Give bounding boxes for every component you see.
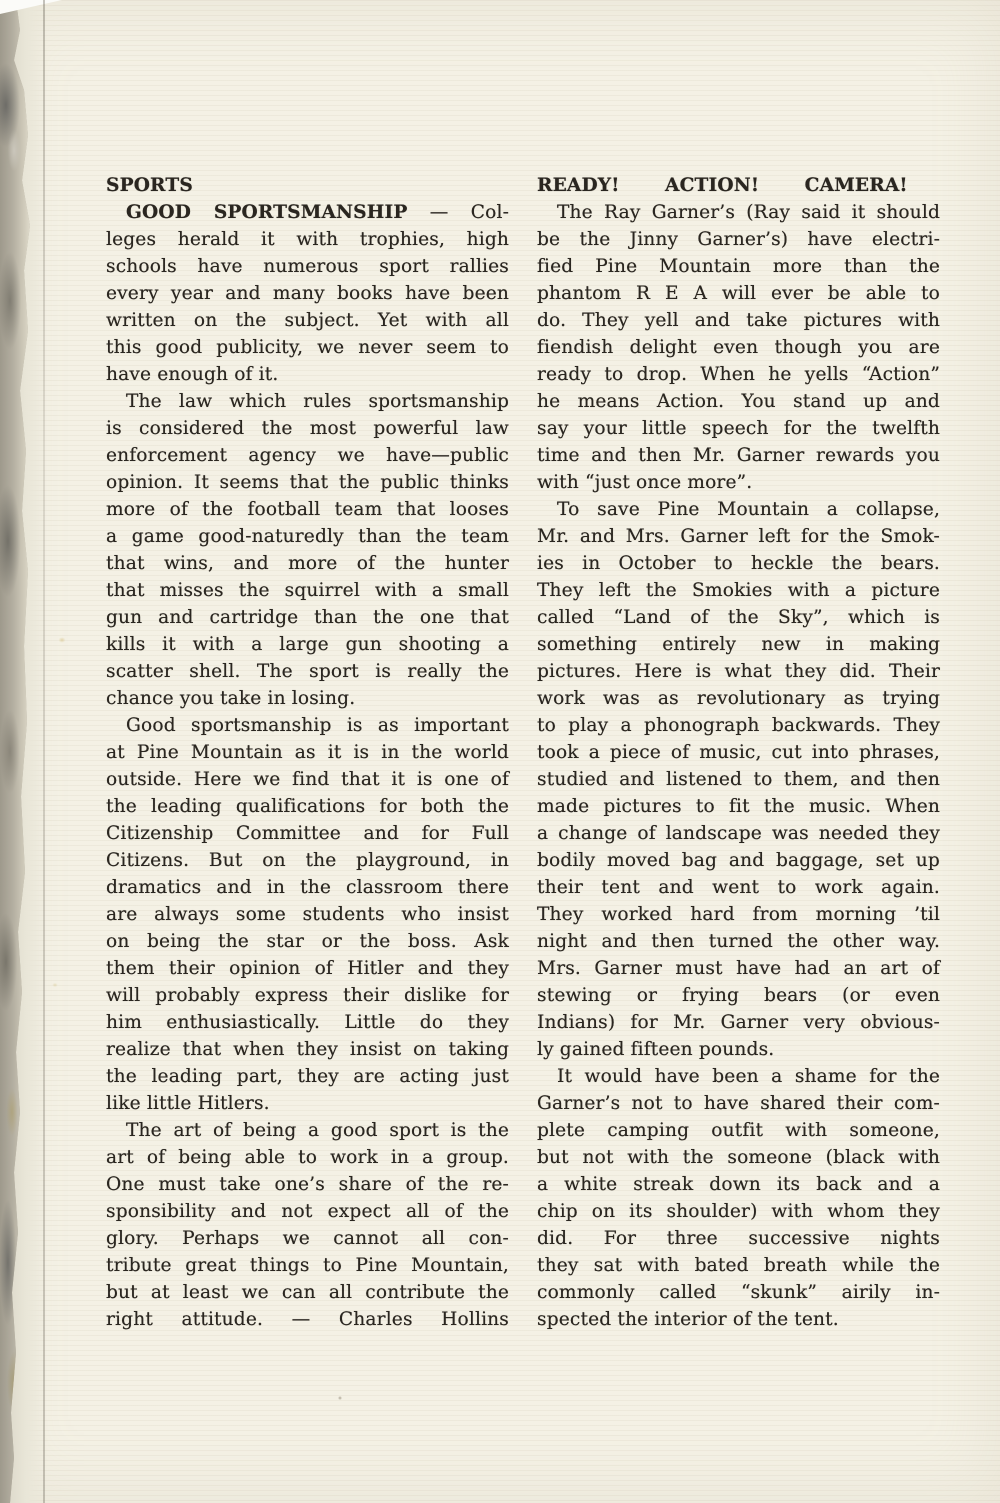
text-line: ies in October to heckle the bears.	[537, 553, 940, 574]
text-line: spected the interior of the tent.	[537, 1309, 839, 1330]
text-line: ly gained fifteen pounds.	[537, 1039, 775, 1060]
text-line: fied Pine Mountain more than the	[537, 256, 940, 277]
text-line: but at least we can all contribute the	[106, 1282, 509, 1303]
paragraph	[106, 1117, 509, 1333]
text-line: took a piece of music, cut into phrases,	[537, 742, 940, 763]
paragraph	[106, 712, 509, 1117]
text-line: this good publicity, we never seem to	[106, 337, 509, 358]
section-heading-ready-action-camera: READY! ACTION! CAMERA!	[537, 175, 908, 196]
text-line: The Ray Garner’s (Ray said it should	[557, 202, 940, 223]
text-line: Mr. and Mrs. Garner left for the Smok-	[537, 526, 940, 547]
text-line: Garner’s not to have shared their com-	[537, 1093, 940, 1114]
text-line: opinion. It seems that the public thinks	[106, 472, 509, 493]
text-line: a game good-naturedly than the team	[106, 526, 509, 547]
right-column	[537, 172, 940, 1333]
text-line: are always some students who insist	[106, 904, 509, 925]
text-line: fiendish delight even though you are	[537, 337, 940, 358]
text-line: plete camping outfit with someone,	[537, 1120, 940, 1141]
text-line: they sat with bated breath while the	[537, 1255, 940, 1276]
text-line: stewing or frying bears (or even	[537, 985, 940, 1006]
paragraph	[106, 388, 509, 712]
paragraph	[537, 496, 940, 1063]
text-line: will probably express their dislike for	[106, 985, 509, 1006]
text-line: Citizenship Committee and for Full	[106, 823, 509, 844]
text-line: time and then Mr. Garner rewards you	[537, 445, 940, 466]
text-line: called “Land of the Sky”, which is	[537, 607, 940, 628]
text-line: is considered the most powerful law	[106, 418, 509, 439]
text-line: chip on its shoulder) with whom they	[537, 1201, 940, 1222]
text-line: gun and cartridge than the one that	[106, 607, 509, 628]
text-line: night and then turned the other way.	[537, 931, 940, 952]
text-line: schools have numerous sport rallies	[106, 256, 509, 277]
text-line: work was as revolutionary as trying	[537, 688, 940, 709]
text-line: to play a phonograph backwards. They	[537, 715, 940, 736]
text-line: One must take one’s share of the re-	[106, 1174, 509, 1195]
text-line: art of being able to work in a group.	[106, 1147, 509, 1168]
text-line: phantom R E A will ever be able to	[537, 283, 940, 304]
text-line: studied and listened to them, and then	[537, 769, 940, 790]
text-line: kills it with a large gun shooting a	[106, 634, 509, 655]
text-line: It would have been a shame for the	[557, 1066, 940, 1087]
page-crease-line	[43, 0, 45, 1503]
text-line: ready to drop. When he yells “Action”	[537, 364, 940, 385]
text-line: be the Jinny Garner’s) have electri-	[537, 229, 940, 250]
text-line: but not with the someone (black with	[537, 1147, 940, 1168]
paragraph	[106, 199, 509, 388]
text-line: every year and many books have been	[106, 283, 509, 304]
text-line: made pictures to fit the music. When	[537, 796, 940, 817]
text-line: the leading part, they are acting just	[106, 1066, 509, 1087]
text-line: them their opinion of Hitler and they	[106, 958, 509, 979]
section-heading-sports: SPORTS	[106, 175, 193, 196]
text-line: their tent and went to work again.	[537, 877, 940, 898]
text-line: do. They yell and take pictures with	[537, 310, 940, 331]
text-line: They worked hard from morning ’til	[537, 904, 940, 925]
text-line: with “just once more”.	[537, 472, 753, 493]
text-line: chance you take in losing.	[106, 688, 356, 709]
text-line: written on the subject. Yet with all	[106, 310, 509, 331]
text-line: The art of being a good sport is the	[126, 1120, 509, 1141]
bold-lead-text: GOOD SPORTSMANSHIP	[126, 202, 408, 223]
text-line: Indians) for Mr. Garner very obvious-	[537, 1012, 940, 1033]
text-line: dramatics and in the classroom there	[106, 877, 509, 898]
text-line: To save Pine Mountain a collapse,	[557, 499, 940, 520]
text-line: on being the star or the boss. Ask	[106, 931, 509, 952]
text-line: did. For three successive nights	[537, 1228, 940, 1249]
text-line: commonly called “skunk” airily in-	[537, 1282, 940, 1303]
text-line: outside. Here we find that it is one of	[106, 769, 509, 790]
text-line: him enthusiastically. Little do they	[106, 1012, 509, 1033]
text-line: leges herald it with trophies, high	[106, 229, 509, 250]
text-line: have enough of it.	[106, 364, 279, 385]
text-line: at Pine Mountain as it is in the world	[106, 742, 509, 763]
paragraph	[537, 1063, 940, 1333]
text-line: he means Action. You stand up and	[537, 391, 940, 412]
text-line: scatter shell. The sport is really the	[106, 661, 509, 682]
page-content	[106, 172, 940, 1333]
text-line: bodily moved bag and baggage, set up	[537, 850, 940, 871]
text-line: Citizens. But on the playground, in	[106, 850, 509, 871]
text-line: the leading qualifications for both the	[106, 796, 509, 817]
text-line: realize that when they insist on taking	[106, 1039, 509, 1060]
text-line: something entirely new in making	[537, 634, 940, 655]
text-line: a change of landscape was needed they	[537, 823, 940, 844]
text-line: They left the Smokies with a picture	[537, 580, 940, 601]
text-line: that misses the squirrel with a small	[106, 580, 509, 601]
text-line: enforcement agency we have—public	[106, 445, 509, 466]
text-line: glory. Perhaps we cannot all con-	[106, 1228, 509, 1249]
text-line: more of the football team that looses	[106, 499, 509, 520]
text-line: sponsibility and not expect all of the	[106, 1201, 509, 1222]
text-line: Good sportsmanship is as important	[126, 715, 509, 736]
text-line: pictures. Here is what they did. Their	[537, 661, 940, 682]
text-line: tribute great things to Pine Mountain,	[106, 1255, 509, 1276]
text-line: like little Hitlers.	[106, 1093, 270, 1114]
text-line: say your little speech for the twelfth	[537, 418, 940, 439]
text-line: right attitude. — Charles Hollins	[106, 1309, 509, 1330]
text-line: that wins, and more of the hunter	[106, 553, 509, 574]
text-line: Mrs. Garner must have had an art of	[537, 958, 940, 979]
left-column	[106, 172, 509, 1333]
text-line: a white streak down its back and a	[537, 1174, 940, 1195]
text-line: GOOD SPORTSMANSHIP — Col-	[126, 202, 510, 223]
text-line: The law which rules sportsmanship	[126, 391, 509, 412]
paragraph	[537, 199, 940, 496]
